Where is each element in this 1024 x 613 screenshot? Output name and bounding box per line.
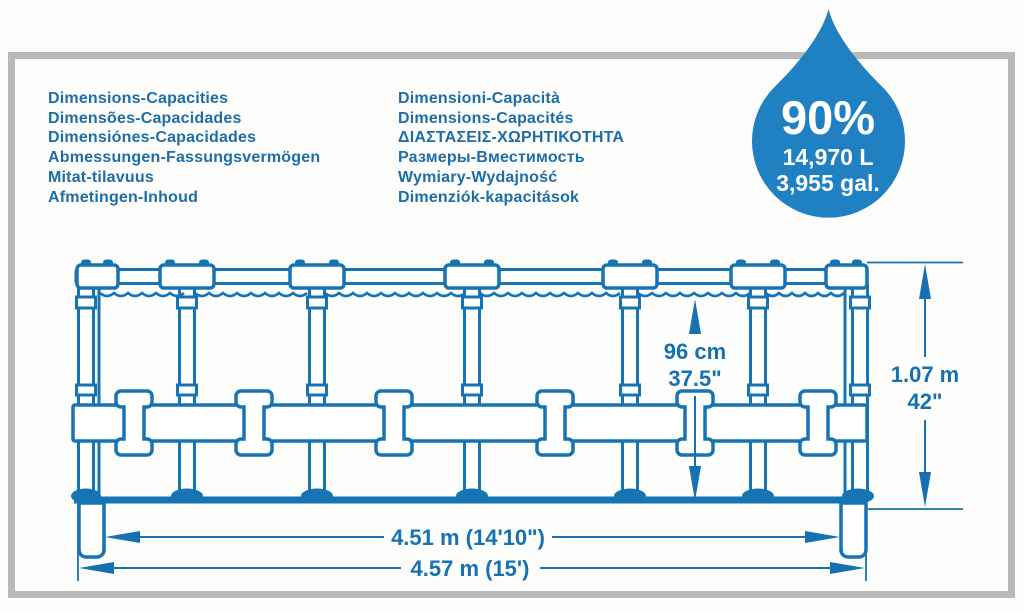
rail-joint — [603, 265, 657, 288]
heading-line: Размеры-Вместимость — [398, 149, 585, 167]
wall-bottom-right — [841, 503, 866, 557]
heading-line: Afmetingen-Inhoud — [48, 188, 199, 206]
rail-joint — [160, 265, 214, 288]
heading-line: Mitat-tilavuus — [48, 168, 154, 186]
arrow-down-icon — [689, 466, 701, 501]
label-water-depth-in: 37.5" — [668, 366, 722, 391]
pool-frame-diagram — [71, 260, 874, 558]
label-inner-diameter: 4.51 m (14'10") — [391, 525, 545, 550]
pool-leg — [178, 285, 197, 498]
pool-leg — [621, 285, 640, 498]
capacity-gallons: 3,955 gal. — [776, 170, 880, 196]
label-outer-diameter: 4.57 m (15') — [410, 556, 530, 581]
heading-line: Abmessungen-Fassungsvermögen — [48, 149, 321, 167]
pool-leg — [851, 285, 870, 498]
rail-joint — [731, 265, 785, 288]
heading-line: Dimensions-Capacities — [48, 90, 229, 107]
arrow-up-icon — [919, 264, 931, 299]
pool-leg — [308, 285, 327, 498]
pool-legs — [77, 285, 870, 498]
heading-line: Dimensioni-Capacità — [398, 90, 561, 107]
heading-line: Dimenziók-kapacitások — [398, 188, 580, 206]
pool-leg — [77, 285, 96, 498]
rail-joint — [445, 265, 499, 288]
rail-joint — [77, 265, 118, 288]
top-rail — [76, 260, 867, 289]
label-height-in: 42" — [907, 389, 943, 414]
heading-line: Dimensions-Capacités — [398, 109, 574, 127]
heading-line: Dimensões-Capacidades — [48, 109, 242, 127]
rail-joint — [826, 265, 867, 288]
capacity-percent: 90% — [780, 91, 876, 144]
pool-leg — [463, 285, 482, 498]
arrow-left-icon — [79, 562, 114, 574]
top-rail-joints — [77, 265, 867, 288]
pool-leg — [749, 285, 768, 498]
arrow-up-icon — [689, 299, 701, 334]
capacity-liters: 14,970 L — [782, 144, 874, 170]
wall-bottom-left — [79, 503, 104, 557]
arrow-left-icon — [105, 531, 140, 543]
pool-band — [73, 405, 867, 441]
heading-line: ΔΙΑΣΤΑΣΕΙΣ-ΧΩΡΗΤΙΚΟΤΗΤΑ — [398, 129, 625, 147]
capacity-drop-badge — [752, 9, 905, 218]
label-height-m: 1.07 m — [890, 362, 960, 387]
arrow-down-icon — [919, 472, 931, 507]
heading-line: Dimensiónes-Capacidades — [48, 129, 257, 147]
label-water-depth-cm: 96 cm — [663, 339, 727, 364]
arrow-right-icon — [830, 562, 865, 574]
rail-joint — [290, 265, 344, 288]
arrow-right-icon — [805, 531, 840, 543]
heading-line: Wymiary-Wydajność — [398, 168, 558, 186]
